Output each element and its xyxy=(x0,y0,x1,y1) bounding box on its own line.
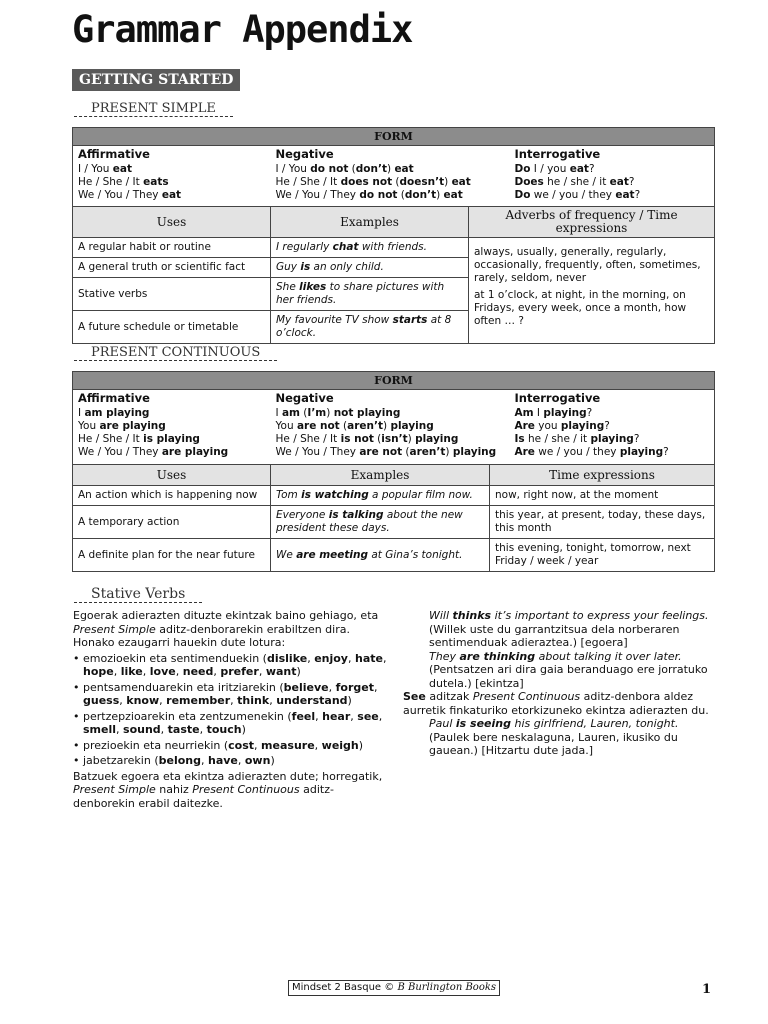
use-cell: A general truth or scientific fact xyxy=(73,258,271,278)
form-line: Are you playing? xyxy=(514,420,610,432)
present-continuous-table xyxy=(72,371,715,572)
adverbs-frequency: always, usually, generally, regularly, occasionally, frequently, often, sometimes, rarely, seldom, never xyxy=(474,246,701,284)
stative-left-column xyxy=(73,609,393,810)
form-line: We / You / They are not (aren’t) playing xyxy=(275,446,497,458)
example-line: (Willek uste du garrantzitsua dela norberaren sentimenduak adieraztea.) [egoera] xyxy=(429,622,680,649)
affirmative-lines xyxy=(78,163,266,202)
footer-text: Mindset 2 Basque © xyxy=(291,982,395,993)
paragraph: Batzuek egoera eta ekintza adierazten dute; horregatik, Present Simple nahiz Present Continuous aditz-denborekin erabil daitezke. xyxy=(73,769,383,810)
form-line: I am (I’m) not playing xyxy=(275,407,401,419)
adverbs-header: Adverbs of frequency / Time expressions xyxy=(469,207,715,238)
use-cell: Stative verbs xyxy=(73,278,271,311)
affirmative-cell xyxy=(73,390,271,465)
example-line: They are thinking about talking it over later. xyxy=(429,649,682,663)
adverbs-cell xyxy=(469,238,715,344)
stative-right-column xyxy=(403,609,715,758)
interrogative-lines xyxy=(515,407,710,459)
uses-header: Uses xyxy=(73,207,271,238)
form-line: I / You do not (don’t) eat xyxy=(275,163,414,175)
affirmative-heading: Affirmative xyxy=(78,147,150,161)
use-cell: An action which is happening now xyxy=(73,486,271,506)
page-number: 1 xyxy=(702,982,712,997)
affirmative-heading: Affirmative xyxy=(78,391,150,405)
bullet-item: • pertzepzioarekin eta zentzumenekin (feel, hear, see, smell, sound, taste, touch) xyxy=(73,709,383,736)
form-line: He / She / It does not (doesn’t) eat xyxy=(275,176,471,188)
form-line: Am I playing? xyxy=(514,407,593,419)
present-simple-heading: PRESENT SIMPLE xyxy=(74,101,233,117)
bullet-item: • pentsamenduarekin eta iritziarekin (believe, forget, guess, know, remember, think, understand) xyxy=(73,680,378,707)
time-header: Time expressions xyxy=(490,465,715,486)
form-line: Do I / you eat? xyxy=(514,163,595,175)
example-cell: Everyone is talking about the new president these days. xyxy=(271,506,490,539)
examples-header: Examples xyxy=(271,465,490,486)
form-line: We / You / They eat xyxy=(78,189,182,201)
page-title: Grammar Appendix xyxy=(72,8,413,51)
example-cell: We are meeting at Gina’s tonight. xyxy=(271,539,490,572)
example-line: (Pentsatzen ari dira gaia beranduago ere jorratuko dutela.) [ekintza] xyxy=(429,663,708,690)
form-line: I / You eat xyxy=(78,163,132,175)
form-header: FORM xyxy=(73,128,715,146)
interrogative-lines xyxy=(515,163,710,202)
interrogative-heading: Interrogative xyxy=(514,147,601,161)
form-line: You are playing xyxy=(78,420,166,432)
form-line: Does he / she / it eat? xyxy=(514,176,635,188)
form-line: Do we / you / they eat? xyxy=(514,189,641,201)
negative-lines xyxy=(275,407,497,459)
negative-lines xyxy=(275,163,471,202)
footer-brand: B Burlington Books xyxy=(397,982,497,993)
bullet-item: • emozioekin eta sentimenduekin (dislike, enjoy, hate, hope, like, love, need, prefer, want) xyxy=(73,651,387,678)
examples-header: Examples xyxy=(271,207,469,238)
form-header: FORM xyxy=(73,372,715,390)
interrogative-heading: Interrogative xyxy=(514,391,601,405)
negative-heading: Negative xyxy=(275,391,334,405)
interrogative-cell xyxy=(490,390,715,465)
paragraph: See aditzak Present Continuous aditz-denbora aldez aurretik finkaturiko etorkizuneko ekintza adierazten du. xyxy=(403,690,709,717)
affirmative-cell xyxy=(73,146,271,207)
time-cell: this year, at present, today, these days, this month xyxy=(490,506,715,539)
form-line: You are not (aren’t) playing xyxy=(275,420,434,432)
example-cell: She likes to share pictures with her friends. xyxy=(271,278,469,311)
bullet-item: • prezioekin eta neurriekin (cost, measure, weigh) xyxy=(73,738,364,752)
form-line: We / You / They do not (don’t) eat xyxy=(275,189,463,201)
example-line: (Paulek bere neskalaguna, Lauren, ikusiko du gauean.) [Hitzartu dute jada.] xyxy=(429,730,678,757)
form-line: He / She / It is not (isn’t) playing xyxy=(275,433,459,445)
paragraph: Egoerak adierazten dituzte ekintzak baino gehiago, eta Present Simple aditz-denborarekin erabiltzen dira. Honako ezaugarri hauekin dute lotura: xyxy=(73,609,379,649)
time-cell: now, right now, at the moment xyxy=(490,486,715,506)
section-badge: GETTING STARTED xyxy=(72,69,240,91)
stative-verbs-heading: Stative Verbs xyxy=(74,586,202,603)
affirmative-lines xyxy=(78,407,266,459)
form-line: Are we / you / they playing? xyxy=(514,446,669,458)
time-expressions: at 1 o’clock, at night, in the morning, on Fridays, every week, once a month, how often … ? xyxy=(474,289,687,327)
present-simple-table xyxy=(72,127,715,344)
example-cell: I regularly chat with friends. xyxy=(271,238,469,258)
time-cell: this evening, tonight, tomorrow, next Friday / week / year xyxy=(490,539,715,572)
negative-cell xyxy=(271,390,497,465)
form-line: He / She / It eats xyxy=(78,176,169,188)
negative-heading: Negative xyxy=(275,147,334,161)
example-cell: Guy is an only child. xyxy=(271,258,469,278)
form-line: We / You / They are playing xyxy=(78,446,229,458)
example-line: Will thinks it’s important to express your feelings. xyxy=(429,609,709,622)
footer-credit xyxy=(288,980,500,996)
negative-cell xyxy=(271,146,469,207)
interrogative-cell xyxy=(469,146,715,207)
example-cell: My favourite TV show starts at 8 o’clock. xyxy=(271,311,469,344)
form-line: I am playing xyxy=(78,407,150,419)
example-line: Paul is seeing his girlfriend, Lauren, tonight. xyxy=(429,717,679,730)
use-cell: A regular habit or routine xyxy=(73,238,271,258)
uses-header: Uses xyxy=(73,465,271,486)
example-cell: Tom is watching a popular film now. xyxy=(271,486,490,506)
present-continuous-heading: PRESENT CONTINUOUS xyxy=(74,345,277,361)
use-cell: A future schedule or timetable xyxy=(73,311,271,344)
form-line: Is he / she / it playing? xyxy=(514,433,640,445)
bullet-item: • jabetzarekin (belong, have, own) xyxy=(73,754,275,767)
use-cell: A temporary action xyxy=(73,506,271,539)
use-cell: A definite plan for the near future xyxy=(73,539,271,572)
form-line: He / She / It is playing xyxy=(78,433,200,445)
